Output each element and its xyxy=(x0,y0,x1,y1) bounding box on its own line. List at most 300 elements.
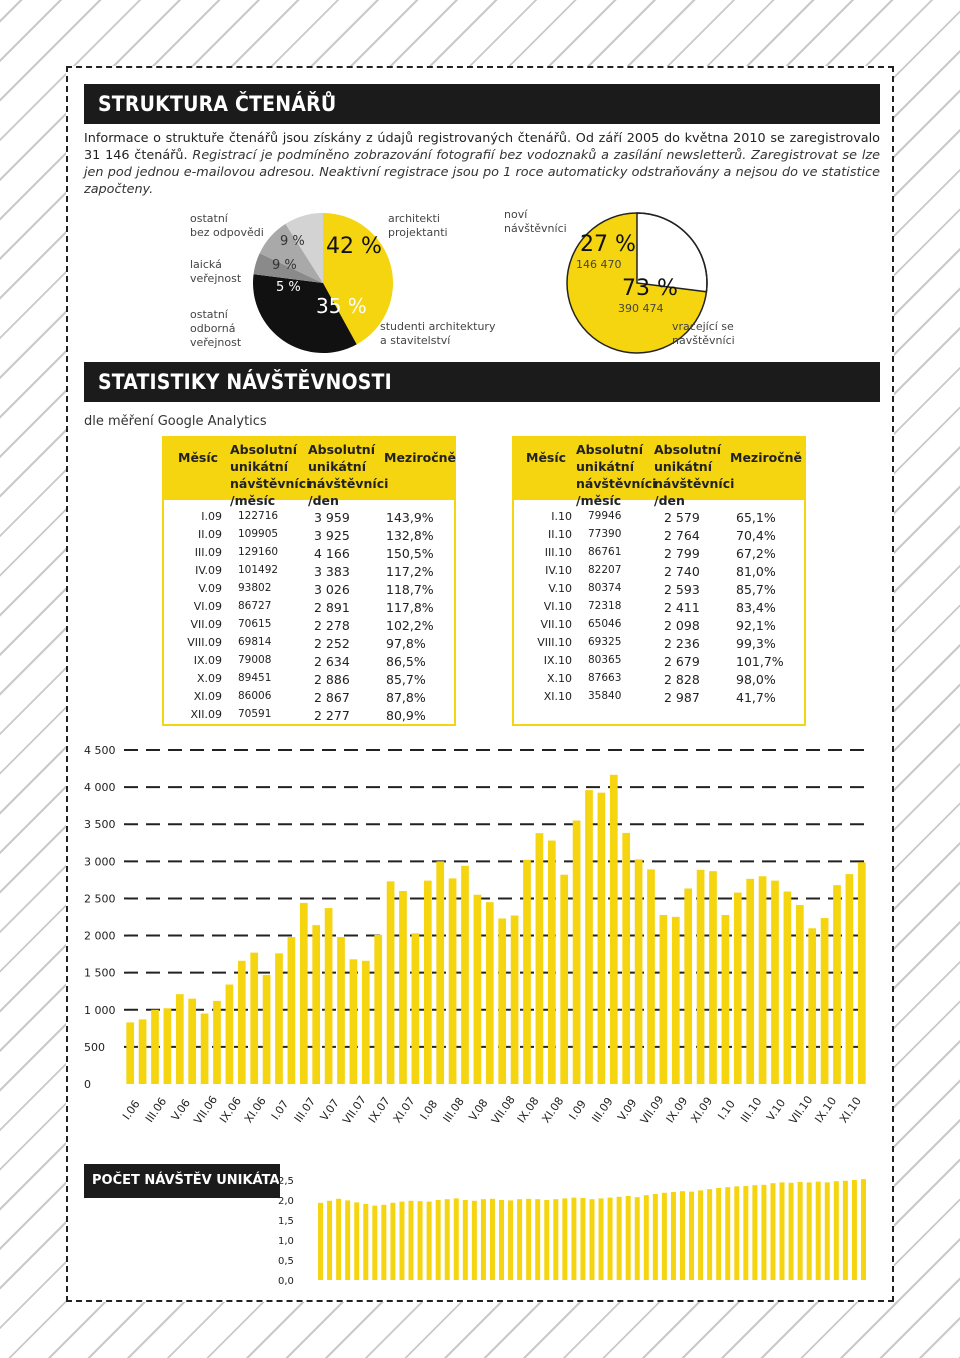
bar xyxy=(436,1200,441,1280)
bar xyxy=(743,1186,748,1280)
cell-abs-day: 2 891 xyxy=(314,600,350,615)
x-tick-label: I.10 xyxy=(715,1097,738,1123)
cell-month: VIII.09 xyxy=(187,636,222,649)
bar xyxy=(151,1010,159,1084)
cell-abs-month: 87663 xyxy=(588,672,622,684)
y-tick-label: 3 500 xyxy=(84,818,116,832)
cell-month: VII.10 xyxy=(540,618,572,631)
bar xyxy=(571,1198,576,1280)
bar xyxy=(201,1013,209,1084)
intro-plain: Informace o struktuře čtenářů jsou získány z údajů registrovaných čtenářů. Od září 2005 do května 2010 se zaregistrovalo 31 146 čtenářů. xyxy=(84,131,880,163)
header-month: Měsíc xyxy=(178,450,219,465)
cell-month: XI.10 xyxy=(543,690,572,703)
bar xyxy=(626,1196,631,1280)
cell-abs-day: 3 925 xyxy=(314,528,350,543)
cell-abs-day: 2 277 xyxy=(314,708,350,723)
bar xyxy=(511,916,519,1084)
cell-yoy: 118,7% xyxy=(386,582,434,597)
x-tick-label: XI.08 xyxy=(539,1094,567,1126)
bar xyxy=(770,1183,775,1280)
cell-abs-day: 2 634 xyxy=(314,654,350,669)
bar xyxy=(381,1205,386,1280)
y-tick-label: 500 xyxy=(84,1040,105,1054)
cell-month: III.09 xyxy=(194,546,222,559)
pie2-pct-new: 27 % xyxy=(580,232,636,257)
table-row xyxy=(164,526,454,544)
cell-abs-day: 2 764 xyxy=(664,528,700,543)
cell-month: VIII.10 xyxy=(537,636,572,649)
pie1-pct-no-answer: 9 % xyxy=(280,234,305,249)
cell-yoy: 102,2% xyxy=(386,618,434,633)
table-row xyxy=(164,670,454,688)
cell-yoy: 81,0% xyxy=(736,564,776,579)
x-tick-label: XI.07 xyxy=(390,1094,418,1126)
cell-month: II.09 xyxy=(198,528,222,541)
pie2-count-returning: 390 474 xyxy=(618,302,664,315)
x-tick-label: VII.07 xyxy=(340,1093,369,1127)
x-tick-label: XI.09 xyxy=(688,1094,716,1126)
bar xyxy=(517,1199,522,1280)
bar xyxy=(499,1200,504,1280)
cell-yoy: 41,7% xyxy=(736,690,776,705)
analytics-subtitle: dle měření Google Analytics xyxy=(84,414,267,429)
bar xyxy=(759,876,767,1084)
y-tick-label: 0,5 xyxy=(278,1256,294,1267)
cell-abs-month: 129160 xyxy=(238,546,279,558)
table-row xyxy=(164,634,454,652)
header-abs-month: Absolutní unikátní návštěvníci /měsíc xyxy=(230,442,311,508)
pie2-count-new: 146 470 xyxy=(576,258,622,271)
cell-abs-day: 3 959 xyxy=(314,510,350,525)
cell-yoy: 65,1% xyxy=(736,510,776,525)
x-tick-label: I.06 xyxy=(120,1097,143,1123)
bar xyxy=(608,1198,613,1280)
x-tick-label: III.06 xyxy=(142,1095,170,1125)
table-row xyxy=(514,688,804,706)
cell-month: I.09 xyxy=(201,510,222,523)
cell-abs-month: 70591 xyxy=(238,708,272,720)
bar xyxy=(725,1187,730,1280)
bar xyxy=(672,917,680,1084)
visits-per-unique-title: POČET NÁVŠTĚV UNIKÁTA xyxy=(84,1164,280,1198)
bar xyxy=(288,937,296,1084)
section-title-traffic: STATISTIKY NÁVŠTĚVNOSTI xyxy=(84,362,880,402)
bar xyxy=(126,1022,134,1084)
bar xyxy=(789,1183,794,1280)
x-tick-label: I.07 xyxy=(268,1097,292,1123)
x-tick-label: III.08 xyxy=(440,1095,467,1125)
bar xyxy=(275,953,283,1084)
cell-abs-day: 2 679 xyxy=(664,654,700,669)
bar xyxy=(345,1200,350,1280)
bar xyxy=(562,1198,567,1280)
x-tick-label: IX.09 xyxy=(663,1094,691,1126)
cell-month: II.10 xyxy=(548,528,572,541)
table-row xyxy=(164,652,454,670)
cell-abs-day: 2 987 xyxy=(664,690,700,705)
cell-month: IX.09 xyxy=(193,654,222,667)
pie1-label-lay-public: laická veřejnost xyxy=(190,258,242,285)
cell-abs-day: 2 886 xyxy=(314,672,350,687)
bar xyxy=(573,821,581,1084)
header-abs-day: Absolutní unikátní návštěvníci /den xyxy=(654,442,735,508)
cell-month: III.10 xyxy=(544,546,572,559)
bar xyxy=(684,888,692,1084)
table-row xyxy=(164,598,454,616)
bar xyxy=(680,1191,685,1280)
bar xyxy=(226,985,234,1084)
bar xyxy=(318,1203,323,1280)
cell-abs-day: 2 252 xyxy=(314,636,350,651)
bar xyxy=(622,833,630,1084)
table-row xyxy=(164,508,454,526)
cell-yoy: 143,9% xyxy=(386,510,434,525)
cell-abs-day: 2 278 xyxy=(314,618,350,633)
cell-abs-month: 86761 xyxy=(588,546,622,558)
bar xyxy=(808,928,816,1084)
table-header xyxy=(514,438,804,508)
cell-abs-month: 86727 xyxy=(238,600,272,612)
pie2-label-returning: vracející se návštěvníci xyxy=(672,320,735,347)
bar xyxy=(752,1185,757,1280)
cell-abs-month: 35840 xyxy=(588,690,622,702)
bar xyxy=(709,871,717,1084)
bar xyxy=(350,959,358,1084)
bar xyxy=(474,895,482,1084)
bar xyxy=(312,925,320,1084)
cell-month: VI.09 xyxy=(193,600,222,613)
y-tick-label: 1,0 xyxy=(278,1236,294,1247)
bar xyxy=(188,999,196,1084)
cell-yoy: 85,7% xyxy=(736,582,776,597)
bar xyxy=(354,1202,359,1280)
table-row xyxy=(514,616,804,634)
section-title-readers: STRUKTURA ČTENÁŘŮ xyxy=(84,84,880,124)
bar xyxy=(325,908,333,1084)
bar xyxy=(372,1206,377,1280)
pie2-label-new: noví návštěvníci xyxy=(504,208,567,235)
cell-abs-month: 101492 xyxy=(238,564,279,576)
bar xyxy=(833,885,841,1084)
x-tick-label: XI.06 xyxy=(241,1094,269,1126)
pie1-pct-students: 35 % xyxy=(316,294,367,318)
pie1-pct-lay: 9 % xyxy=(272,258,297,273)
pie1-pct-professional: 5 % xyxy=(276,280,301,295)
bar xyxy=(481,1199,486,1280)
bar xyxy=(327,1201,332,1280)
x-tick-label: I.08 xyxy=(417,1097,441,1123)
cell-abs-month: 77390 xyxy=(588,528,622,540)
bar xyxy=(449,878,457,1084)
bar xyxy=(553,1199,558,1280)
table-2009 xyxy=(162,436,456,726)
bar xyxy=(821,918,829,1084)
bar xyxy=(164,1008,172,1084)
cell-yoy: 150,5% xyxy=(386,546,434,561)
table-row xyxy=(514,634,804,652)
bar xyxy=(647,869,655,1084)
bar xyxy=(689,1192,694,1280)
x-tick-label: VII.10 xyxy=(786,1093,816,1127)
bar xyxy=(707,1189,712,1280)
bar xyxy=(716,1188,721,1280)
cell-abs-month: 70615 xyxy=(238,618,272,630)
cell-abs-day: 2 828 xyxy=(664,672,700,687)
bar xyxy=(445,1199,450,1280)
cell-month: VI.10 xyxy=(543,600,572,613)
x-tick-label: VII.08 xyxy=(488,1093,518,1127)
bar xyxy=(746,879,754,1084)
visits-per-unique-bar-chart xyxy=(278,1172,878,1294)
bar xyxy=(490,1199,495,1280)
bar xyxy=(771,881,779,1084)
y-tick-label: 0,0 xyxy=(278,1276,294,1287)
x-tick-label: V.09 xyxy=(615,1096,640,1124)
bar xyxy=(697,870,705,1084)
bar xyxy=(780,1182,785,1280)
pie1-pct-architects: 42 % xyxy=(326,234,382,259)
bar xyxy=(834,1181,839,1280)
cell-abs-month: 80374 xyxy=(588,582,622,594)
table-row xyxy=(164,544,454,562)
x-tick-label: IX.10 xyxy=(812,1094,840,1126)
cell-month: IX.10 xyxy=(543,654,572,667)
bar xyxy=(653,1194,658,1280)
table-row xyxy=(514,580,804,598)
cell-yoy: 92,1% xyxy=(736,618,776,633)
table-2010 xyxy=(512,436,806,726)
x-tick-label: III.09 xyxy=(589,1095,616,1125)
readers-pie-chart xyxy=(248,208,398,358)
cell-yoy: 83,4% xyxy=(736,600,776,615)
cell-yoy: 87,8% xyxy=(386,690,426,705)
x-tick-label: VII.06 xyxy=(191,1093,221,1127)
pie1-label-architects: architekti projektanti xyxy=(388,212,448,239)
bar xyxy=(610,775,618,1084)
pie2-pct-returning: 73 % xyxy=(622,276,678,301)
bar xyxy=(843,1181,848,1280)
bar xyxy=(635,859,643,1084)
bar xyxy=(644,1195,649,1280)
table-row xyxy=(514,670,804,688)
cell-abs-month: 122716 xyxy=(238,510,279,522)
bar xyxy=(548,841,556,1084)
header-abs-day: Absolutní unikátní návštěvníci /den xyxy=(308,442,389,508)
intro-italic: Registrací je podmíněno zobrazování fotografií bez vodoznaků a zasílání newsletterů. Zaregistrovat se lze jen pod jednou e-mailovou adresou. Neaktivní registrace jsou po 1 roce automaticky odstraňovány a nejsou do ve statistice započteny. xyxy=(84,148,880,197)
intro-text xyxy=(84,130,880,198)
header-abs-month: Absolutní unikátní návštěvníci /měsíc xyxy=(576,442,657,508)
bar xyxy=(390,1203,395,1280)
bar xyxy=(722,915,730,1084)
cell-yoy: 80,9% xyxy=(386,708,426,723)
cell-yoy: 98,0% xyxy=(736,672,776,687)
cell-abs-month: 72318 xyxy=(588,600,622,612)
x-tick-label: XI.10 xyxy=(837,1094,864,1126)
cell-yoy: 132,8% xyxy=(386,528,434,543)
table-row xyxy=(164,706,454,724)
cell-month: I.10 xyxy=(551,510,572,523)
y-tick-label: 4 000 xyxy=(84,781,116,795)
y-tick-label: 2 500 xyxy=(84,892,116,906)
bar xyxy=(585,790,593,1084)
bar xyxy=(363,1204,368,1280)
y-tick-label: 1 500 xyxy=(84,966,116,980)
x-tick-label: VII.09 xyxy=(637,1093,667,1127)
bar xyxy=(734,893,742,1084)
bar xyxy=(617,1197,622,1280)
cell-abs-day: 2 740 xyxy=(664,564,700,579)
cell-yoy: 117,8% xyxy=(386,600,434,615)
bar xyxy=(560,875,568,1084)
cell-abs-month: 69325 xyxy=(588,636,622,648)
unique-visitors-bar-chart xyxy=(68,736,892,1146)
bar xyxy=(580,1198,585,1280)
bar xyxy=(598,793,606,1084)
cell-abs-day: 2 098 xyxy=(664,618,700,633)
x-tick-label: III.07 xyxy=(291,1095,319,1125)
y-tick-label: 1,5 xyxy=(278,1216,294,1227)
cell-abs-month: 80365 xyxy=(588,654,622,666)
cell-month: V.09 xyxy=(198,582,222,595)
x-tick-label: V.06 xyxy=(168,1096,194,1124)
bar xyxy=(362,961,370,1084)
bar xyxy=(213,1001,221,1084)
bar xyxy=(454,1198,459,1280)
cell-abs-month: 82207 xyxy=(588,564,622,576)
x-tick-label: V.08 xyxy=(466,1096,491,1124)
bar xyxy=(796,905,804,1084)
cell-month: X.09 xyxy=(196,672,222,685)
x-tick-label: IX.06 xyxy=(217,1094,244,1126)
cell-abs-month: 93802 xyxy=(238,582,272,594)
bar xyxy=(825,1182,830,1280)
cell-abs-day: 2 236 xyxy=(664,636,700,651)
table-row xyxy=(514,652,804,670)
bar xyxy=(544,1200,549,1280)
cell-abs-month: 86006 xyxy=(238,690,272,702)
x-tick-label: III.10 xyxy=(738,1095,765,1125)
bar xyxy=(387,881,395,1084)
bar xyxy=(399,1202,404,1280)
bar xyxy=(816,1182,821,1280)
table-row xyxy=(514,508,804,526)
bar xyxy=(861,1179,866,1280)
pie1-label-students: studenti architektury a stavitelství xyxy=(380,320,496,347)
x-tick-label: I.09 xyxy=(566,1097,590,1123)
bar xyxy=(412,933,420,1084)
bar xyxy=(590,1199,595,1280)
bar xyxy=(424,881,432,1084)
bar xyxy=(461,866,469,1084)
bar xyxy=(734,1186,739,1280)
x-tick-label: IX.08 xyxy=(514,1094,542,1126)
bar xyxy=(374,935,382,1084)
y-tick-label: 2,5 xyxy=(278,1176,294,1187)
bar xyxy=(807,1182,812,1280)
bar xyxy=(399,891,407,1084)
y-tick-label: 3 000 xyxy=(84,855,116,869)
table-row xyxy=(514,598,804,616)
cell-abs-month: 65046 xyxy=(588,618,622,630)
cell-abs-day: 4 166 xyxy=(314,546,350,561)
bar xyxy=(176,994,184,1084)
cell-month: VII.09 xyxy=(190,618,222,631)
pie1-label-professional-public: ostatní odborná veřejnost xyxy=(190,308,242,349)
table-header xyxy=(164,438,457,508)
bar xyxy=(238,961,246,1084)
bar xyxy=(698,1190,703,1280)
bar xyxy=(498,918,506,1084)
cell-yoy: 67,2% xyxy=(736,546,776,561)
y-tick-label: 0 xyxy=(84,1078,91,1091)
bar xyxy=(263,975,271,1084)
x-tick-label: V.07 xyxy=(317,1096,342,1124)
bar xyxy=(798,1182,803,1280)
bar xyxy=(662,1193,667,1280)
cell-abs-day: 2 867 xyxy=(314,690,350,705)
y-tick-label: 2 000 xyxy=(84,929,116,943)
bar xyxy=(427,1202,432,1280)
cell-abs-day: 2 411 xyxy=(664,600,700,615)
bar xyxy=(486,902,494,1084)
bar xyxy=(784,892,792,1084)
content-panel xyxy=(66,66,894,1302)
cell-month: V.10 xyxy=(548,582,572,595)
cell-abs-day: 2 579 xyxy=(664,510,700,525)
cell-yoy: 70,4% xyxy=(736,528,776,543)
bar xyxy=(337,937,345,1084)
bar xyxy=(660,915,668,1084)
cell-month: IV.09 xyxy=(195,564,222,577)
header-yoy: Meziročně xyxy=(384,450,457,465)
cell-abs-month: 69814 xyxy=(238,636,272,648)
y-tick-label: 2,0 xyxy=(278,1196,294,1207)
bar xyxy=(526,1199,531,1280)
cell-abs-day: 2 593 xyxy=(664,582,700,597)
bar xyxy=(436,861,444,1084)
cell-yoy: 99,3% xyxy=(736,636,776,651)
table-row xyxy=(164,580,454,598)
table-row xyxy=(514,526,804,544)
cell-abs-day: 3 026 xyxy=(314,582,350,597)
bar xyxy=(635,1197,640,1280)
cell-abs-day: 3 383 xyxy=(314,564,350,579)
header-month: Měsíc xyxy=(526,450,567,465)
table-row xyxy=(164,688,454,706)
cell-abs-month: 79946 xyxy=(588,510,622,522)
bar xyxy=(508,1200,513,1280)
table-row xyxy=(164,616,454,634)
bar xyxy=(599,1198,604,1280)
table-row xyxy=(514,562,804,580)
y-tick-label: 4 500 xyxy=(84,744,116,757)
bar xyxy=(858,862,866,1084)
cell-yoy: 101,7% xyxy=(736,654,784,669)
cell-abs-month: 79008 xyxy=(238,654,272,666)
bar xyxy=(852,1180,857,1280)
cell-abs-month: 109905 xyxy=(238,528,279,540)
y-tick-label: 1 000 xyxy=(84,1003,116,1017)
cell-yoy: 117,2% xyxy=(386,564,434,579)
header-yoy: Meziročně xyxy=(730,450,803,465)
bar xyxy=(472,1201,477,1280)
cell-month: IV.10 xyxy=(545,564,572,577)
cell-month: XII.09 xyxy=(190,708,222,721)
pie1-label-no-answer: ostatní bez odpovědi xyxy=(190,212,264,239)
bar xyxy=(409,1201,414,1280)
bar xyxy=(463,1200,468,1280)
x-tick-label: V.10 xyxy=(764,1096,789,1124)
